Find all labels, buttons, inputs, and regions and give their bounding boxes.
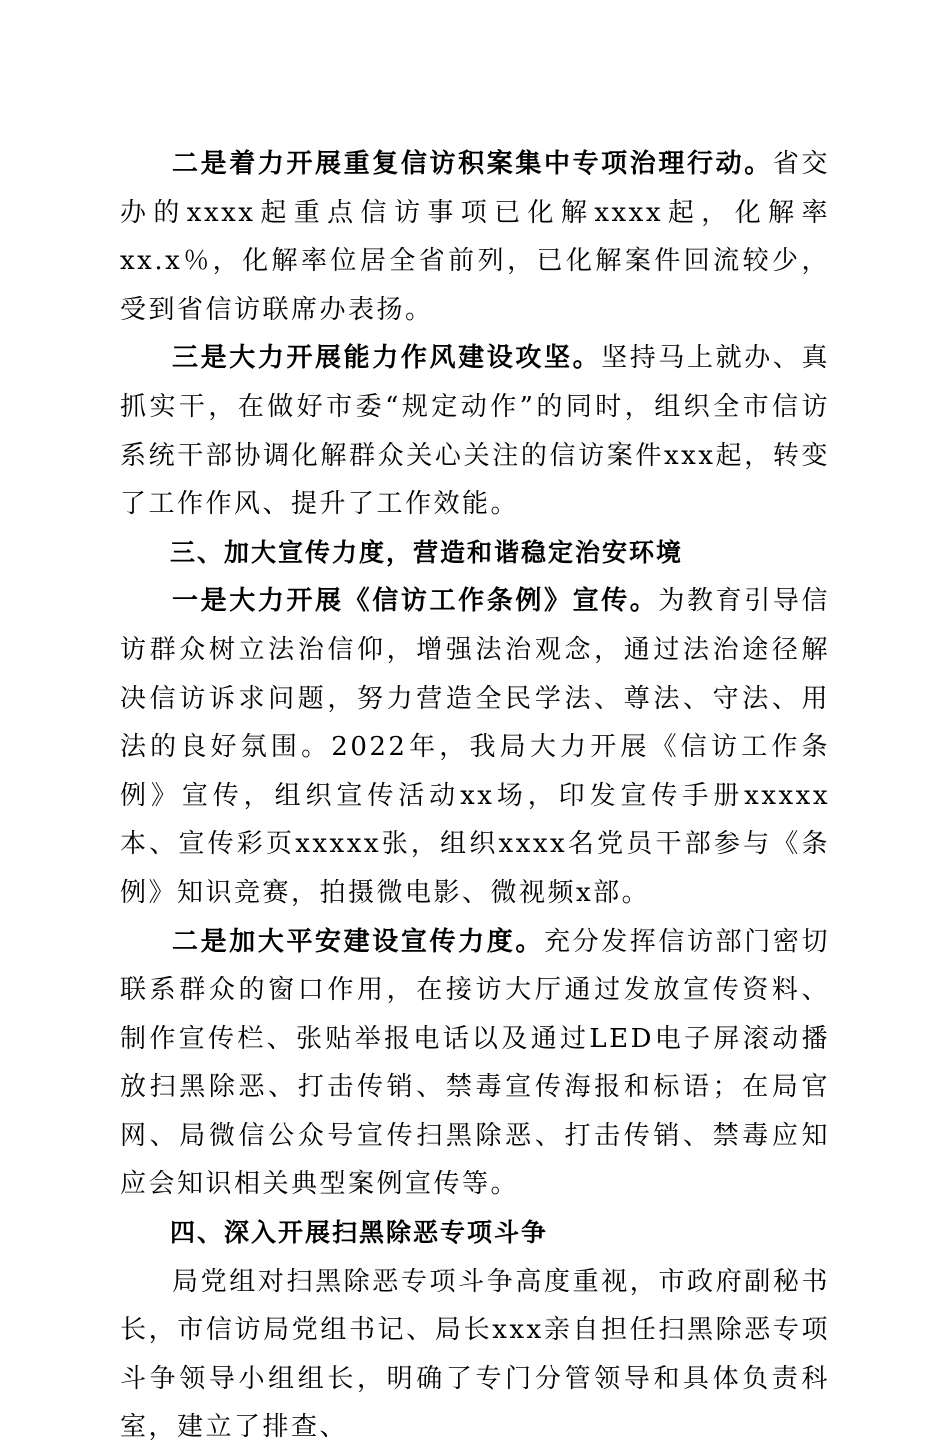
paragraph <box>120 140 830 334</box>
paragraph-lead: 二是加大平安建设宣传力度。 <box>172 926 544 957</box>
paragraph-lead: 二是着力开展重复信访积案集中专项治理行动。 <box>172 149 773 179</box>
paragraph <box>120 334 830 528</box>
paragraph <box>120 918 830 1210</box>
paragraph-body: 省交办的xxxx起重点信访事项已化解xxxx起，化解率xx.x％，化解率位居全省前列，已化解案件回流较少，受到省信访联席办表扬。 <box>120 149 830 325</box>
paragraph-body: 坚持马上就办、真抓实干，在做好市委“规定动作”的同时，组织全市信访系统干部协调化解群众关心关注的信访案件xxx起，转变了工作作风、提升了工作效能。 <box>120 343 830 520</box>
paragraph-body: 为教育引导信访群众树立法治信仰，增强法治观念，通过法治途径解决信访诉求问题，努力营造全民学法、尊法、守法、用法的良好氛围。2022年，我局大力开展《信访工作条例》宣传，组织宣传活动xx场，印发宣传手册xxxxx本、宣传彩页xxxxx张，组织xxxx名党员干部参与《条例》知识竞赛，拍摄微电影、微视频x部。 <box>120 586 830 908</box>
paragraph-lead: 三是大力开展能力作风建设攻坚。 <box>172 343 602 374</box>
paragraph-body: 局党组对扫黑除恶专项斗争高度重视，市政府副秘书长，市信访局党组书记、局长xxx亲自担任扫黑除恶专项斗争领导小组组长，明确了专门分管领导和具体负责科室，建立了排查、 <box>120 1266 830 1443</box>
paragraph <box>120 1258 830 1452</box>
paragraph <box>120 577 830 917</box>
section-heading: 三、加大宣传力度，营造和谐稳定治安环境 <box>170 537 684 567</box>
paragraph-body: 充分发挥信访部门密切联系群众的窗口作用，在接访大厅通过发放宣传资料、制作宣传栏、张贴举报电话以及通过LED电子屏滚动播放扫黑除恶、打击传销、禁毒宣传海报和标语；在局官网、局微信公众号宣传扫黑除恶、打击传销、禁毒应知应会知识相关典型案例宣传等。 <box>120 926 830 1200</box>
document-body <box>120 140 830 1452</box>
paragraph-lead: 一是大力开展《信访工作条例》宣传。 <box>172 586 659 617</box>
section-heading: 四、深入开展扫黑除恶专项斗争 <box>170 1218 549 1248</box>
